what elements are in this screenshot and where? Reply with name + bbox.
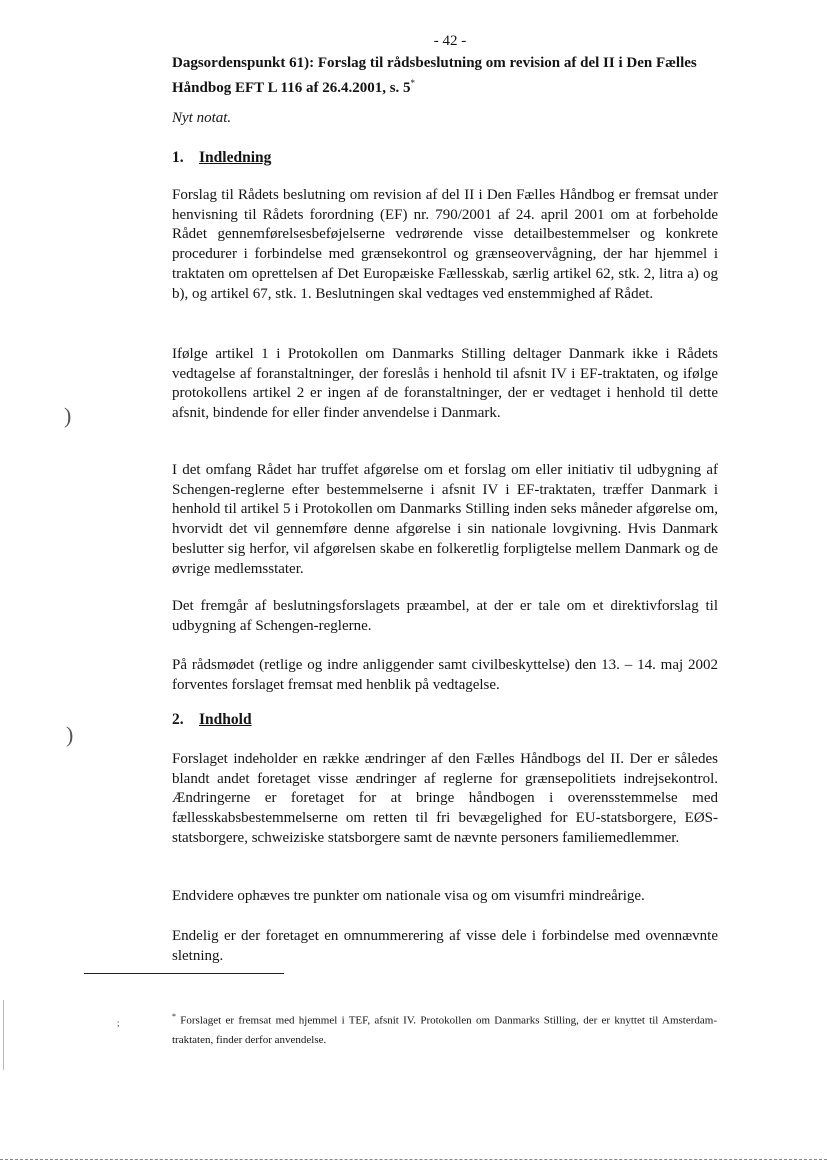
scan-edge-line: [3, 1000, 4, 1070]
footnote-mark: *: [172, 1012, 176, 1021]
paragraph-6: Forslaget indeholder en række ændringer af den Fælles Håndbogs del II. Der er således blandt andet foretaget visse ændringer af reglerne for grænsepolitiets indrejsekontrol. Ændringerne er foretaget for at bringe håndbogen i overensstemmelse med fællesskabsbestemmelserne om retten til fri bevægelighed for EU-statsborgere, EØS-statsborgere, schweiziske statsborgere samt de nævnte personers familiemedlemmer.: [172, 751, 718, 846]
footnote-separator: [84, 973, 284, 974]
paragraph-3: I det omfang Rådet har truffet afgørelse om et forslag om eller initiativ til udbygning af Schengen-reglerne efter bestemmelserne i afsnit IV i EF-traktaten, træffer Danmark i henhold til artikel 5 i Protokollen om Danmarks Stilling inden seks måneder afgørelse om, hvorvidt det vil gennemføre denne afgørelse i sin nationale lovgivning. Hvis Danmark beslutter sig herfor, vil afgørelsen skabe en folkeretlig forpligtelse mellem Danmark og de øvrige medlemsstater.: [172, 462, 718, 577]
agenda-item-title: [172, 53, 722, 98]
paragraph-4: Det fremgår af beslutningsforslagets præambel, at der er tale om et direktivforslag til udbygning af Schengen-reglerne.: [172, 598, 718, 634]
page-number: - 42 -: [433, 33, 467, 49]
section-title: Indhold: [199, 711, 252, 728]
scan-mark: ): [66, 722, 74, 747]
scan-mark: ): [64, 403, 72, 428]
paragraph-2: Ifølge artikel 1 i Protokollen om Danmarks Stilling deltager Danmark ikke i Rådets vedtagelse af foranstaltninger, der foreslås i henhold til afsnit IV i EF-traktaten, og ifølge protokollens artikel 2 er ingen af de foranstaltninger, der er vedtaget i henhold til dette afsnit, bindende for eller finder anvendelse i Danmark.: [172, 346, 718, 422]
paragraph-5: På rådsmødet (retlige og indre anliggender samt civilbeskyttelse) den 13. – 14. maj 2002 forventes forslaget fremsat med henblik på vedtagelse.: [172, 657, 718, 693]
section-number: 1.: [172, 149, 184, 166]
footnote-text: Forslaget er fremsat med hjemmel i TEF, afsnit IV. Protokollen om Danmarks Stilling, der er knyttet til Amsterdam-traktaten, finder derfor anvendelse.: [172, 1014, 717, 1046]
section-number: 2.: [172, 711, 184, 728]
note-label: Nyt notat.: [172, 110, 232, 126]
section-heading-introduction: [172, 149, 271, 167]
paragraph-8: Endelig er der foretaget en omnummerering af visse dele i forbindelse med ovennævnte sletning.: [172, 928, 718, 964]
footnote: [172, 1007, 717, 1050]
section-heading-content: [172, 711, 252, 729]
title-text: Dagsordenspunkt 61): Forslag til rådsbeslutning om revision af del II i Den Fælles Håndbog EFT L 116 af 26.4.2001, s. 5: [172, 55, 697, 96]
section-title: Indledning: [199, 149, 272, 166]
scan-speck: ;: [117, 1018, 120, 1028]
title-footnote-mark: *: [410, 78, 416, 88]
scan-bottom-line: [0, 1159, 827, 1160]
paragraph-1: Forslag til Rådets beslutning om revision af del II i Den Fælles Håndbog er fremsat under henvisning til Rådets forordning (EF) nr. 790/2001 af 24. april 2001 om at forbeholde Rådet gennemførelsesbeføjelserne vedrørende visse detailbestemmelser og konkrete procedurer i forbindelse med grænsekontrol og grænseovervågning, der har hjemmel i traktaten om oprettelsen af Det Europæiske Fællesskab, særlig artikel 62, stk. 2, litra a) og b), og artikel 67, stk. 1. Beslutningen skal vedtages ved enstemmighed af Rådet.: [172, 187, 718, 302]
paragraph-7: Endvidere ophæves tre punkter om nationale visa og om visumfri mindreårige.: [172, 888, 645, 904]
